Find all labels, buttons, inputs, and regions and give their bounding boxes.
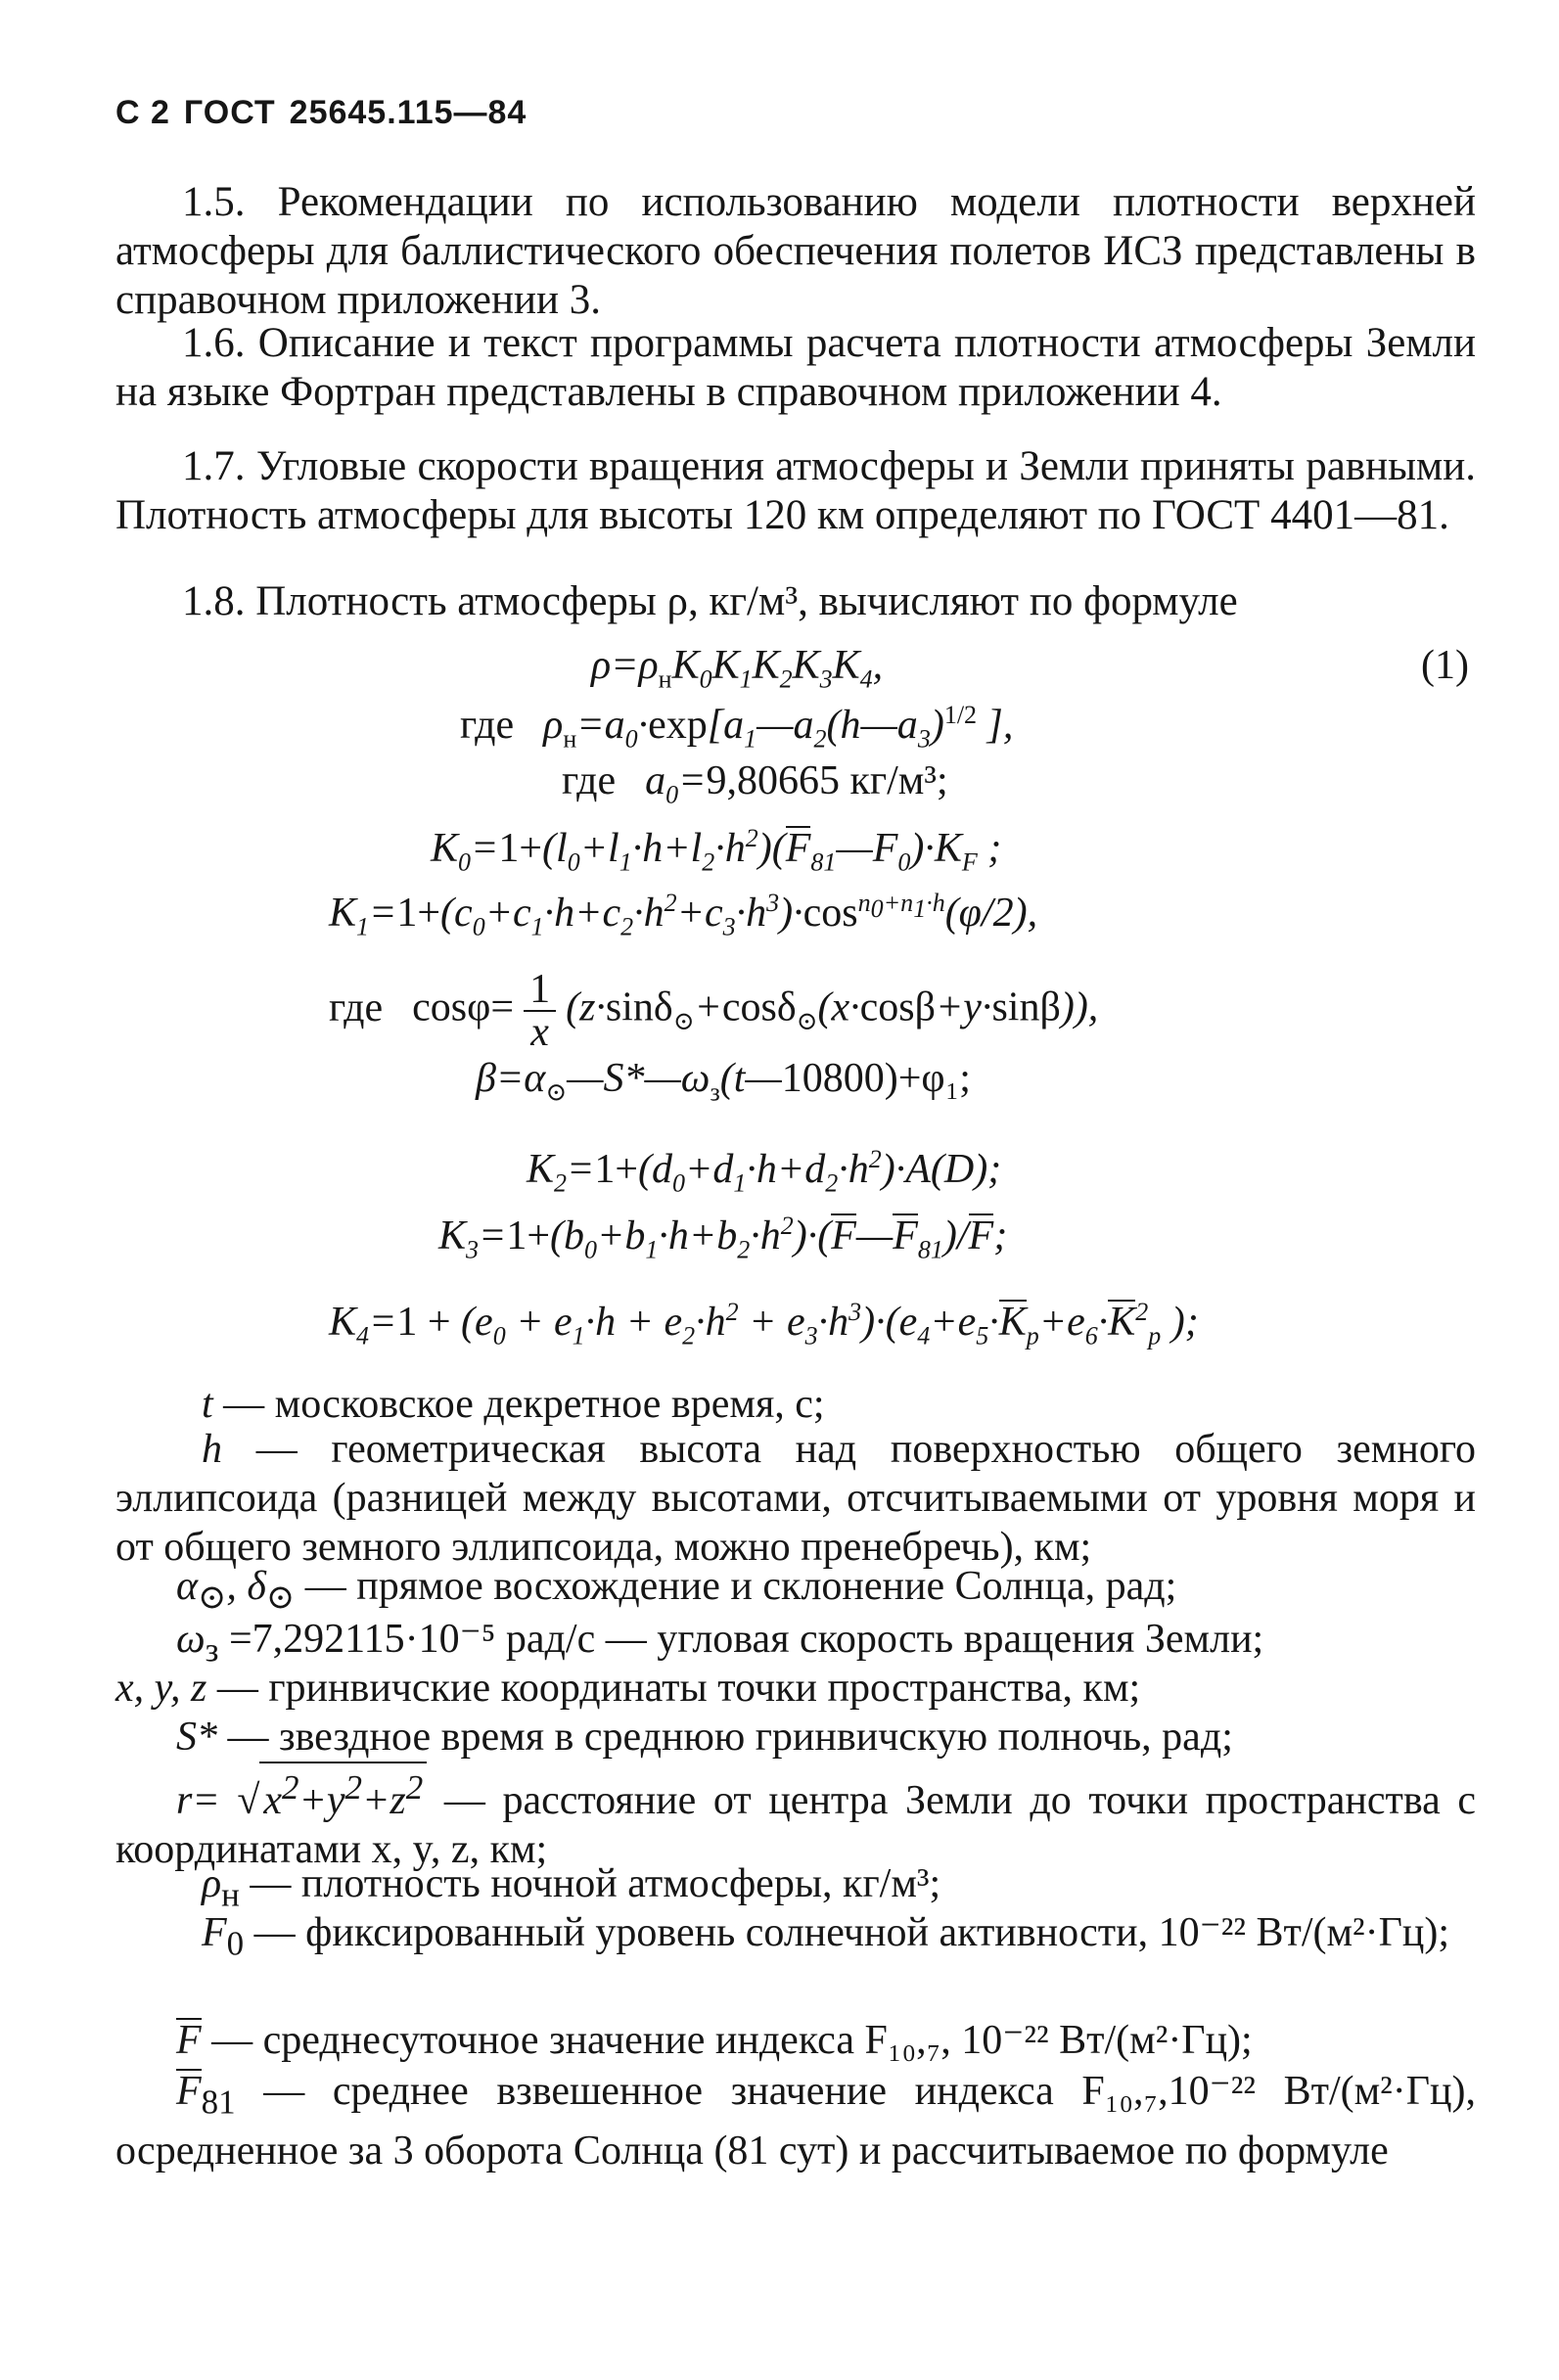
paragraph-label: 1.7. (182, 443, 246, 489)
paragraph-text: Рекомендации по использованию модели плотности верхней атмосферы для баллистического обеспечения полетов ИСЗ представлены в справочном приложении 3. (115, 179, 1476, 323)
paragraph-1-7 (115, 442, 1476, 540)
paragraph-label: 1.6. (182, 320, 246, 366)
definition-xyz: x, y, z — гринвичские координаты точки пространства, км; (115, 1666, 1141, 1711)
page-number: С 2 (115, 94, 170, 131)
formula-beta: $\beta=\alpha_⊙—S*—\omega_з(t—10800)+\varphi_1$; (476, 1056, 971, 1107)
paragraph-text: Плотность атмосферы ρ, кг/м³, вычисляют по формуле (255, 578, 1238, 624)
formula-k4: $K_4=1 + (e_0 + e_1\cdot h + e_2\cdot h^2 + e_3\cdot h^3)\cdot(e_4+e_5\cdot K_p+e_6\cdot K^2_p$ ); (329, 1298, 1199, 1350)
definition-f81: $F_{81}$ — среднее взвешенное значение индекса F₁₀,₇,10⁻²² Вт/(м²·Гц), осредненное за 3 оборота Солнца (81 сут) и рассчитываемое по формуле (115, 2069, 1477, 2174)
formula-k0: $K_0=1+(l_0+l_1\cdot h+l_2\cdot h^2)(F_{81}—F_0)\cdot K_F$ ; (431, 824, 1002, 877)
formula-rho: $\rho=\rho_нK_0K_1K_2K_3K_4$, (591, 643, 884, 694)
definition-t: t — московское декретное время, с; (202, 1382, 825, 1427)
definition-alpha-delta: $\alpha_⊙$, $\delta_⊙$ — прямое восхождение и склонение Солнца, рад; (176, 1564, 1177, 1617)
formula-cos-phi: где cosφ= $\frac{1}{x}$ (z·sinδ$_⊙$+cosδ$_⊙$(x·cosβ+y·sinβ)), (329, 967, 1099, 1055)
standard-number: 25645.115—84 (289, 94, 527, 131)
definition-h: h — геометрическая высота над поверхностью общего земного эллипсоида (разницей между высотами, отсчитываемыми от уровня моря и от общего земного эллипсоида, можно пренебречь), км; (115, 1427, 1477, 1570)
equation-number: (1) (1421, 643, 1469, 688)
formula-rho-n: где $\rho_н=a_0\cdot\exp[a_1—a_2(h—a_3)^{1/2}$ ], (460, 701, 1014, 754)
fraction-1-over-x: $\frac{1}{x}$ (524, 969, 556, 1053)
paragraph-label: 1.8. (182, 578, 246, 624)
paragraph-1-6 (115, 319, 1476, 417)
page-header (115, 94, 527, 132)
formula-a0: где $a_0=9,80665$ кг/м³; (562, 758, 948, 809)
standard-name: ГОСТ (183, 94, 276, 131)
formula-k3: $K_3=1+(b_0+b_1\cdot h+b_2\cdot h^2)\cdot(F—F_{81})/F$; (438, 1212, 1008, 1264)
definition-s-star: S* — звездное время в среднюю гринвичскую полночь, рад; (176, 1715, 1233, 1760)
paragraph-label: 1.5. (182, 179, 246, 225)
definition-rho-n: $\rho_н$ — плотность ночной атмосферы, кг/м³; (202, 1861, 941, 1914)
paragraph-text: Описание и текст программы расчета плотности атмосферы Земли на языке Фортран представлены в справочном приложении 4. (115, 320, 1477, 415)
definition-f-bar: F — среднесуточное значение индекса F₁₀,₇, 10⁻²² Вт/(м²·Гц); (176, 2018, 1253, 2063)
paragraph-1-5 (115, 178, 1476, 325)
paragraph-1-8 (115, 577, 1476, 626)
formula-k2: $K_2=1+(d_0+d_1\cdot h+d_2\cdot h^2)\cdot A(D)$; (527, 1145, 1002, 1198)
definition-omega: $\omega_з =7,292115\cdot 10^{-5}$ рад/с — угловая скорость вращения Земли; (176, 1617, 1264, 1670)
definition-f0: $F_0$ — фиксированный уровень солнечной активности, 10⁻²² Вт/(м²·Гц); (202, 1910, 1450, 1963)
paragraph-text: Угловые скорости вращения атмосферы и Земли приняты равными. Плотность атмосферы для высоты 120 км определяют по ГОСТ 4401—81. (115, 443, 1476, 538)
definition-r: $r= √x^2+y^2+z^2$ — расстояние от центра Земли до точки пространства с координатами x, y, z, км; (115, 1762, 1476, 1874)
formula-k1: $K_1=1+(c_0+c_1\cdot h+c_2\cdot h^2+c_3\cdot h^3)\cdot\cos^{n_0+n_1\cdot h}(\varphi/2)$, (329, 889, 1038, 941)
